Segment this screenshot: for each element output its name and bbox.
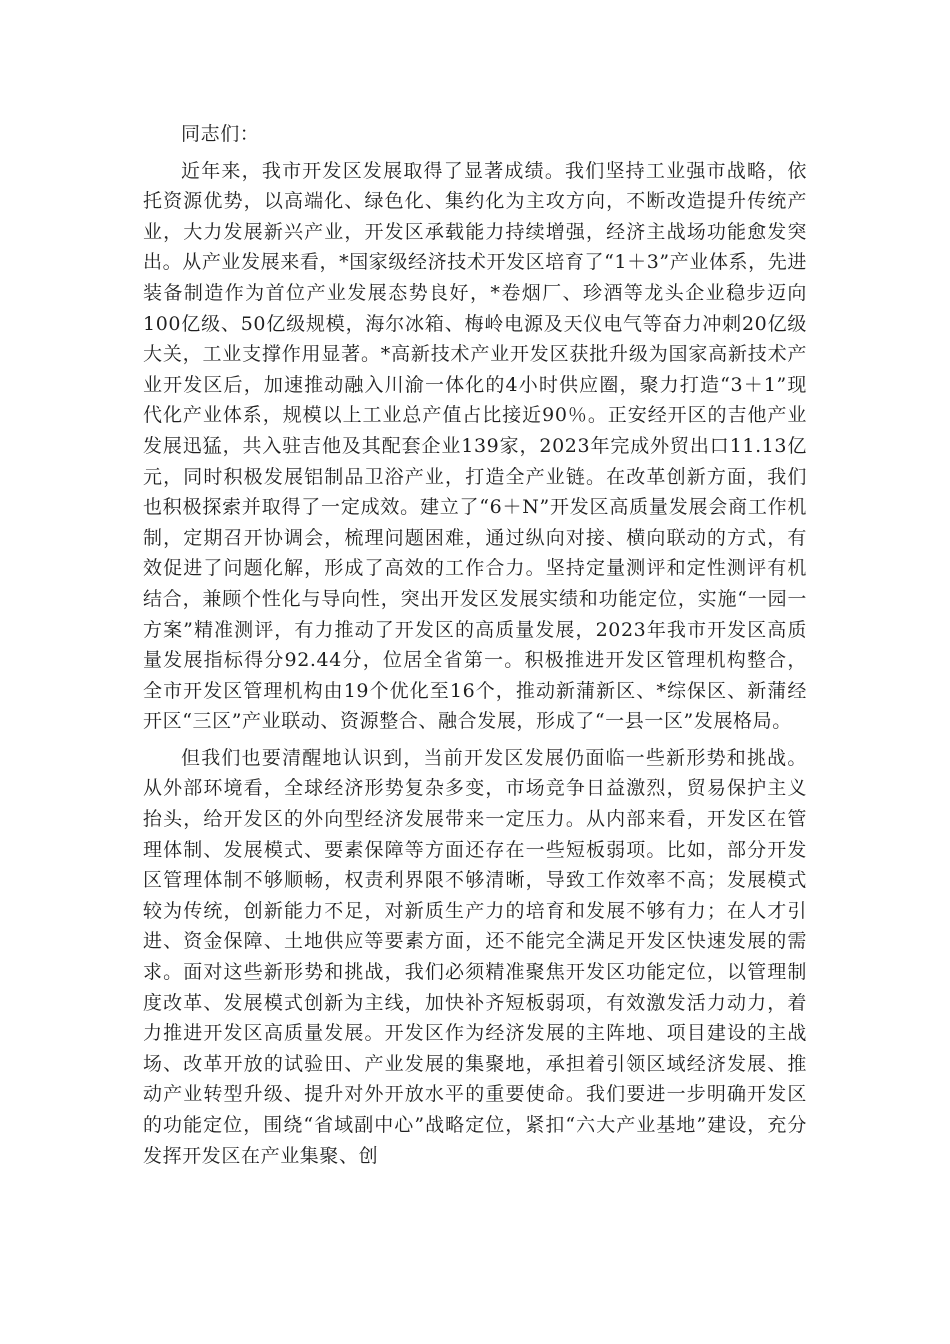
document-body — [143, 119, 807, 1177]
paragraph-achievements: 近年来，我市开发区发展取得了显著成绩。我们坚持工业强市战略，依托资源优势，以高端化、绿色化、集约化为主攻方向，不断改造提升传统产业，大力发展新兴产业，开发区承载能力持续增强，经济主战场功能愈发突出。从产业发展来看，*国家级经济技术开发区培育了“1＋3”产业体系，先进装备制造作为首位产业发展态势良好，*卷烟厂、珍酒等龙头企业稳步迈向100亿级、50亿级规模，海尔冰箱、梅岭电源及天仪电气等奋力冲刺20亿级大关，工业支撑作用显著。*高新技术产业开发区获批升级为国家高新技术产业开发区后，加速推动融入川渝一体化的4小时供应圈，聚力打造“3＋1”现代化产业体系，规模以上工业总产值占比接近90％。正安经开区的吉他产业发展迅猛，共入驻吉他及其配套企业139家，2023年完成外贸出口11.13亿元，同时积极发展铝制品卫浴产业，打造全产业链。在改革创新方面，我们也积极探索并取得了一定成效。建立了“6＋N”开发区高质量发展会商工作机制，定期召开协调会，梳理问题困难，通过纵向对接、横向联动的方式，有效促进了问题化解，形成了高效的工作合力。坚持定量测评和定性测评有机结合，兼顾个性化与导向性，突出开发区发展实绩和功能定位，实施“一园一方案”精准测评，有力推动了开发区的高质量发展，2023年我市开发区高质量发展指标得分92.44分，位居全省第一。积极推进开发区管理机构整合，全市开发区管理机构由19个优化至16个，推动新蒲新区、*综保区、新蒲经开区“三区”产业联动、资源整合、融合发展，形成了“一县一区”发展格局。 — [143, 159, 807, 733]
paragraph-challenges: 但我们也要清醒地认识到，当前开发区发展仍面临一些新形势和挑战。从外部环境看，全球经济形势复杂多变，市场竞争日益激烈，贸易保护主义抬头，给开发区的外向型经济发展带来一定压力。从内部来看，开发区在管理体制、发展模式、要素保障等方面还存在一些短板弱项。比如，部分开发区管理体制不够顺畅，权责利界限不够清晰，导致工作效率不高；发展模式较为传统，创新能力不足，对新质生产力的培育和发展不够有力；在人才引进、资金保障、土地供应等要素方面，还不能完全满足开发区快速发展的需求。面对这些新形势和挑战，我们必须精准聚焦开发区功能定位，以管理制度改革、发展模式创新为主线，加快补齐短板弱项，有效激发活力动力，着力推进开发区高质量发展。开发区作为经济发展的主阵地、项目建设的主战场、改革开放的试验田、产业发展的集聚地，承担着引领区域经济发展、推动产业转型升级、提升对外开放水平的重要使命。我们要进一步明确开发区的功能定位，围绕“省域副中心”战略定位，紧扣“六大产业基地”建设，充分发挥开发区在产业集聚、创 — [143, 746, 807, 1167]
salutation: 同志们： — [181, 123, 260, 145]
